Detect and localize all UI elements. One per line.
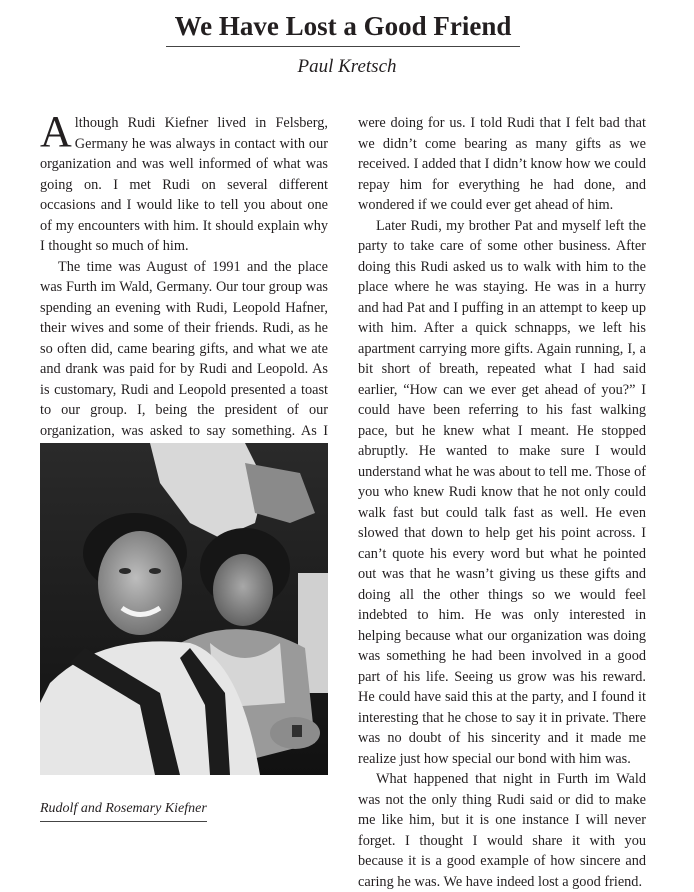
article-title: We Have Lost a Good Friend [166, 10, 520, 47]
photo-rudolf-and-rosemary [40, 443, 328, 775]
photo-caption: Rudolf and Rosemary Kiefner [40, 800, 207, 822]
paragraph-3: Later Rudi, my brother Pat and myself left the party to take care of some other business. After doing this Rudi asked us to walk with him to the place where he was staying. He was in a hurry and had Pat and I puffing in an attempt to keep up with him. After a quick schnapps, we left his apartment carrying more gifts. Again running, I, a bit short of breath, repeated what I had said earlier, “How can we ever get ahead of you?” I could have been referring to his fast walking pace, but he knew what I meant. He stopped abruptly. He wanted to make sure I would understand what he was about to tell me. Those of you who knew Rudi know that he not only could walk fast but could talk fast as well. He even slowed that down to help get his point across. I can’t quote his every word but what he pointed out was that he wasn’t giving us these gifts and doing all the other things so we would feel indebted to him. He was only interested in helping because what our organization was doing was something he had been involved in a good part of his life. Seeing us grow was his reward. He could have said this at the party, and I found it interesting that he chose to say it in private. There was no doubt of his sincerity and it made me realize just how special our bond with him was. [358, 217, 646, 767]
photo-image [40, 443, 328, 775]
paragraph-1-text: lthough Rudi Kiefner lived in Felsberg, Germany he was always in contact with our organization and was well informed of what was going on. I met Rudi on several different occasions and I would like to tell you about one of my encounters with him. It should explain why I thought so much of him. [40, 115, 328, 254]
paragraph-4: What happened that night in Furth im Wald was not the only thing Rudi said or did to make me like him, but it is one instance I will never forget. I thought I would share it with you because it is a good example of how sincere and caring he was. We have indeed lost a good friend. [358, 771, 646, 890]
paragraph-1 [40, 107, 328, 257]
article-author: Paul Kretsch [297, 56, 397, 77]
drop-cap: A [40, 107, 72, 156]
right-column [358, 113, 646, 892]
paragraph-2-continued: were doing for us. I told Rudi that I felt bad that we didn’t come bearing as many gifts as we received. I added that I didn’t know how we could repay him for everything he had done, and wondered if we could ever get ahead of him. [358, 115, 646, 213]
left-column [40, 107, 328, 482]
paragraph-2: The time was August of 1991 and the place was Furth im Wald, Germany. Our tour group was spending an evening with Rudi, Leopold Hafner, their wives and some of their friends. Rudi, as he so often did, came bearing gifts, and what we ate and drank was paid for by Rudi and Leopold. As is customary, Rudi and Leopold presented a toast to our group. I, being the president of our organization, was asked to say something. As I [40, 258, 328, 439]
